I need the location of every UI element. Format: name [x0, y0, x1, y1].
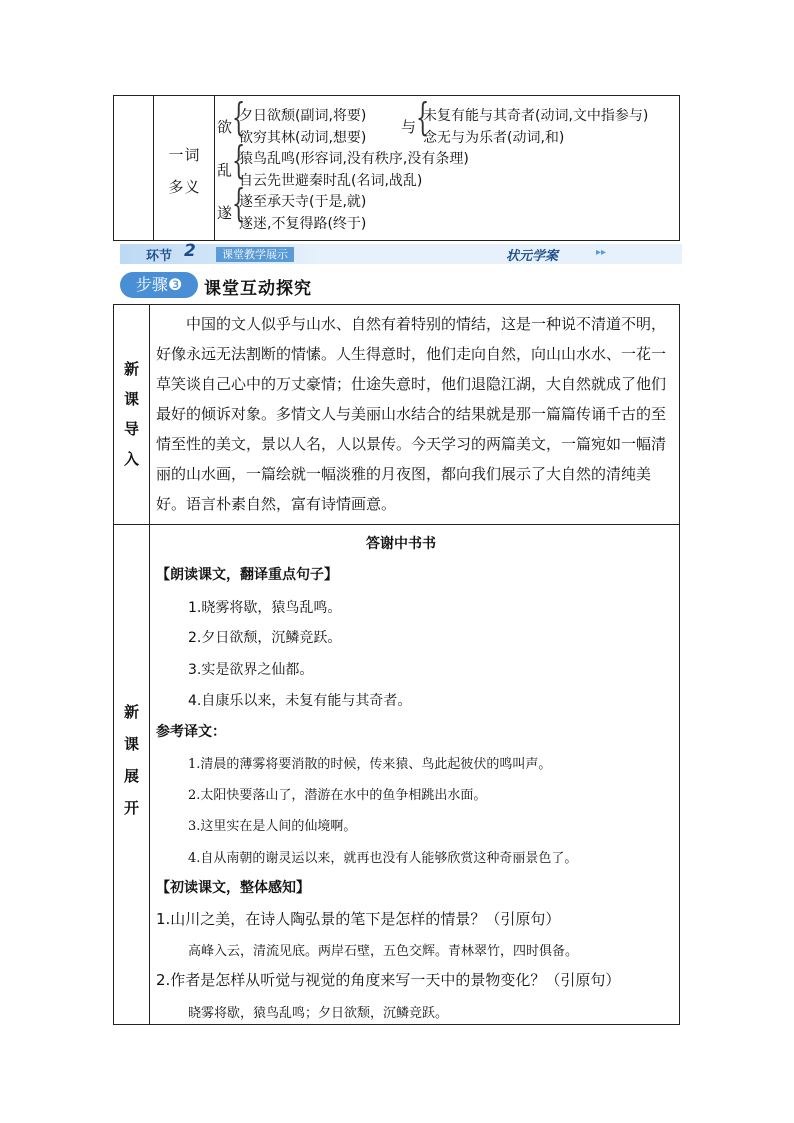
- sentence-4: 4.自康乐以来，未复有能与其奇者。: [188, 693, 412, 709]
- luan-item-1: 猿鸟乱鸣(形容词,没有秩序,没有条理): [239, 151, 469, 167]
- sentence-1: 1.晓雾将歇，猿鸟乱鸣。: [188, 600, 342, 616]
- develop-label-4: 开: [123, 799, 139, 817]
- yu-item-1: 夕日欲颓(副词,将要): [239, 108, 367, 124]
- question-2: 2.作者是怎样从听觉与视觉的角度来写一天中的景物变化？（引原句）: [156, 971, 621, 989]
- vocab-empty-cell: [114, 96, 154, 240]
- vocab-table: [113, 95, 680, 241]
- step-pill: 步骤❸: [120, 272, 198, 298]
- intro-label-4: 入: [123, 450, 139, 468]
- char-yu: 欲: [217, 118, 233, 136]
- char-yu2: 与: [401, 118, 417, 136]
- luan-item-2: 自云先世避秦时乱(名词,战乱): [239, 173, 423, 189]
- banner-title: 课堂教学展示: [216, 247, 294, 262]
- section-read-translate: 【朗读课文，翻译重点句子】: [156, 567, 338, 583]
- intro-label-1: 新: [123, 360, 139, 378]
- section-banner: [120, 241, 682, 264]
- banner-huanjie: 环节: [146, 249, 173, 264]
- answer-1: 高峰入云，清流见底。两岸石壁，五色交辉。青林翠竹，四时俱备。: [188, 944, 579, 959]
- section-overall: 【初读课文，整体感知】: [156, 880, 310, 896]
- step-title: 课堂互动探究: [204, 279, 312, 299]
- intro-label-3: 导: [123, 420, 139, 438]
- lesson-title: 答谢中书书: [366, 536, 436, 552]
- sui-item-2: 遂迷,不复得路(终于): [239, 216, 367, 232]
- brace-icon: {: [416, 95, 430, 139]
- translation-2: 2.太阳快要落山了，潜游在水中的鱼争相跳出水面。: [188, 788, 487, 803]
- char-sui: 遂: [217, 204, 233, 222]
- brace-icon: {: [232, 181, 246, 225]
- vocab-content-cell: [215, 96, 679, 240]
- translation-1: 1.清晨的薄雾将要消散的时候，传来猿、鸟此起彼伏的鸣叫声。: [188, 757, 552, 772]
- sentence-3: 3.实是欲界之仙都。: [188, 662, 314, 678]
- char-luan: 乱: [217, 161, 233, 179]
- develop-label-2: 课: [123, 735, 139, 753]
- column-divider: [149, 305, 150, 1024]
- question-1: 1.山川之美，在诗人陶弘景的笔下是怎样的情景？（引原句）: [156, 910, 561, 928]
- yu-item-2: 欲穷其林(动词,想要): [239, 130, 367, 146]
- banner-number: 2: [184, 241, 196, 261]
- translation-3: 3.这里实在是人间的仙境啊。: [188, 819, 357, 834]
- yu2-item-2: 念无与为乐者(动词,和): [423, 130, 565, 146]
- brace-icon: {: [232, 95, 246, 139]
- yu2-item-1: 未复有能与其奇者(动词,文中指参与): [423, 108, 649, 124]
- sentence-2: 2.夕日欲颓，沉鳞竞跃。: [188, 630, 342, 646]
- develop-label-3: 展: [123, 767, 139, 785]
- reference-label: 参考译文：: [156, 724, 226, 740]
- lesson-table: [113, 304, 680, 1025]
- intro-paragraph: 中国的文人似乎与山水、自然有着特别的情结，这是一种说不清道不明，好像永远无法割断的情愫。人生得意时，他们走向自然，向山山水水、一花一草笑谈自己心中的万丈豪情；仕途失意时，他们退隐江湖，大自然就成了他们最好的倾诉对象。多情文人与美丽山水结合的结果就是那一篇篇传诵千古的至情至性的美文，景以人名，人以景传。今天学习的两篇美文，一篇宛如一幅清丽的山水画，一篇绘就一幅淡雅的月夜图，都向我们展示了大自然的清纯美好。语言朴素自然，富有诗情画意。: [156, 315, 667, 513]
- banner-brand: 状元学案: [506, 249, 559, 264]
- row-divider: [114, 524, 679, 525]
- develop-label-1: 新: [123, 703, 139, 721]
- vocab-label-line2: 多义: [168, 178, 201, 196]
- vocab-label-line1: 一词: [168, 146, 201, 164]
- vocab-label-cell: [154, 96, 215, 240]
- sui-item-1: 遂至承天寺(于是,就): [239, 194, 367, 210]
- answer-2: 晓雾将歇，猿鸟乱鸣；夕日欲颓，沉鳞竞跃。: [188, 1006, 449, 1021]
- translation-4: 4.自从南朝的谢灵运以来，就再也没有人能够欣赏这种奇丽景色了。: [188, 851, 578, 866]
- intro-label-2: 课: [123, 390, 139, 408]
- double-arrow-icon: ▸▸: [596, 247, 607, 258]
- brace-icon: {: [232, 138, 246, 182]
